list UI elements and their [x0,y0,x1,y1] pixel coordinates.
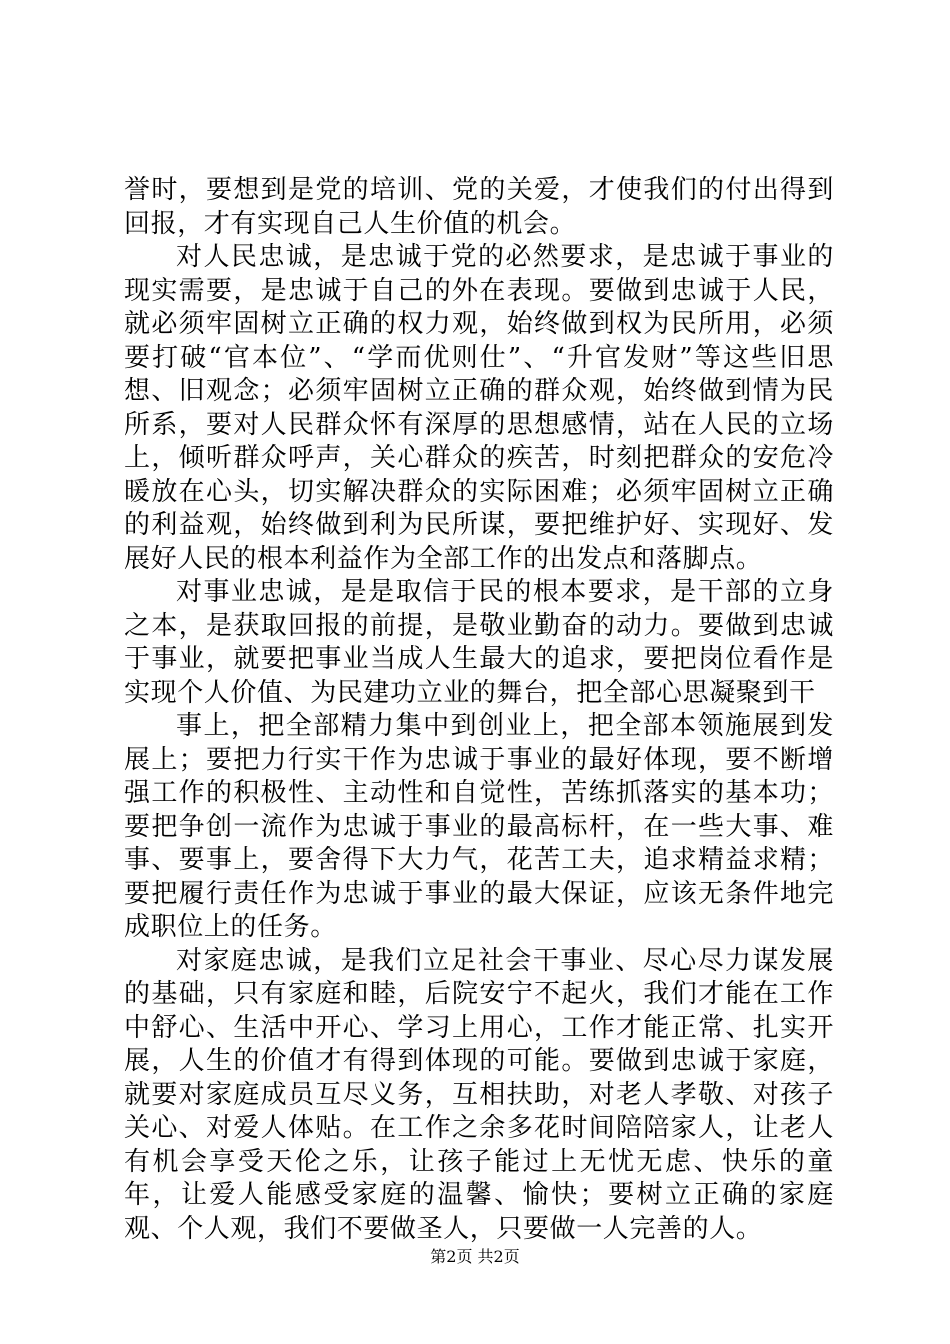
page-footer: 第2页 共2页 [430,1247,520,1266]
paragraph-5: 对家庭忠诚，是我们立足社会干事业、尽心尽力谋发展的基础，只有家庭和睦，后院安宁不起火，我们才能在工作中舒心、生活中开心、学习上用心，工作才能正常、扎实开展，人生的价值才有得到体现的可能。要做到忠诚于家庭，就要对家庭成员互尽义务，互相扶助，对老人孝敬、对孩子关心、对爱人体贴。在工作之余多花时间陪陪家人，让老人有机会享受天伦之乐，让孩子能过上无忧无虑、快乐的童年，让爱人能感受家庭的温馨、愉快；要树立正确的家庭观、个人观，我们不要做圣人，只要做一人完善的人。 [124,945,834,1244]
paragraph-4: 事上，把全部精力集中到创业上，把全部本领施展到发展上；要把力行实干作为忠诚于事业的最好体现，要不断增强工作的积极性、主动性和自觉性，苦练抓落实的基本功；要把争创一流作为忠诚于事业的最高标杆，在一些大事、难事、要事上，要舍得下大力气，花苦工夫，追求精益求精；要把履行责任作为忠诚于事业的最大保证，应该无条件地完成职位上的任务。 [124,711,834,942]
body-text [124,174,834,1246]
paragraph-1: 誉时，要想到是党的培训、党的关爱，才使我们的付出得到回报，才有实现自己人生价值的机会。 [124,175,834,239]
paragraph-2: 对人民忠诚，是忠诚于党的必然要求，是忠诚于事业的现实需要，是忠诚于自己的外在表现。要做到忠诚于人民，就必须牢固树立正确的权力观，始终做到权为民所用，必须要打破“官本位”、“学而优则仕”、“升官发财”等这些旧思想、旧观念；必须牢固树立正确的群众观，始终做到情为民所系，要对人民群众怀有深厚的思想感情，站在人民的立场上，倾听群众呼声，关心群众的疾苦，时刻把群众的安危冷暖放在心头，切实解决群众的实际困难；必须牢固树立正确的利益观，始终做到利为民所谋，要把维护好、实现好、发展好人民的根本利益作为全部工作的出发点和落脚点。 [124,242,834,574]
paragraph-3: 对事业忠诚，是是取信于民的根本要求，是干部的立身之本，是获取回报的前提，是敬业勤奋的动力。要做到忠诚于事业，就要把事业当成人生最大的追求，要把岗位看作是实现个人价值、为民建功立业的舞台，把全部心思凝聚到干 [124,577,834,708]
